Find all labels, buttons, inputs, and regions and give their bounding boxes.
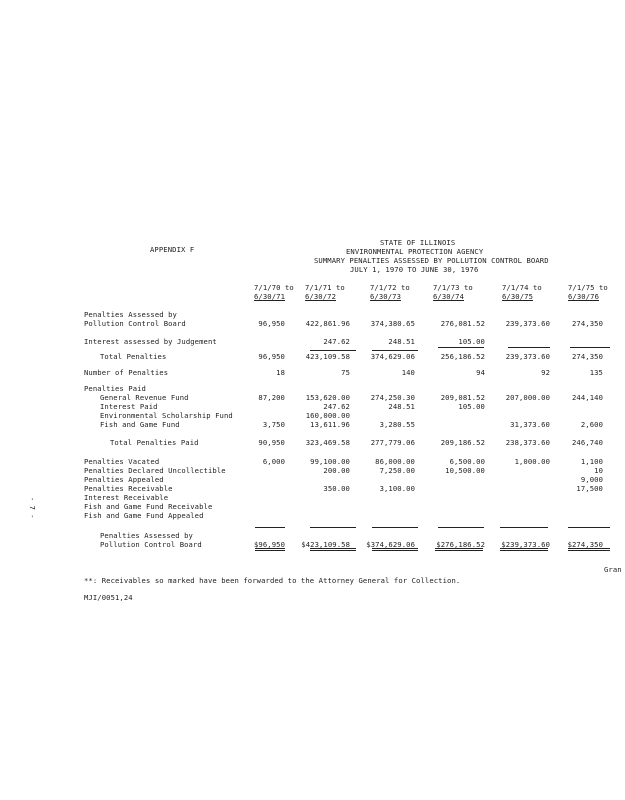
rule-interest-5 [508, 347, 550, 348]
row-label: Total Penalties Paid [110, 438, 199, 447]
row-label: Fish and Game Fund [100, 420, 180, 429]
table-cell: 10 [594, 466, 603, 475]
col-header-1-line2: 6/30/71 [254, 292, 285, 301]
rule-final-4 [435, 548, 483, 549]
table-cell: 2,600 [580, 420, 603, 429]
row-label: General Revenue Fund [100, 393, 189, 402]
table-cell: 256,186.52 [440, 352, 485, 361]
table-cell: 422,861.96 [305, 319, 350, 328]
rule-final-3 [372, 548, 418, 549]
header-line-1: STATE OF ILLINOIS [380, 238, 456, 247]
row-label: Interest Receivable [84, 493, 169, 502]
table-cell: 274,350 [572, 352, 603, 361]
rule-final-double-3 [372, 550, 418, 551]
table-cell: 244,140 [572, 393, 603, 402]
col-header-4-line2: 6/30/74 [433, 292, 464, 301]
table-cell: 276,081.52 [440, 319, 485, 328]
table-cell: 274,350 [572, 319, 603, 328]
col-header-2-line1: 7/1/71 to [305, 283, 345, 292]
col-header-1-line1: 7/1/70 to [254, 283, 294, 292]
table-cell: 86,000.00 [375, 457, 415, 466]
rule-receivable-6 [568, 527, 610, 528]
table-cell: 105.00 [458, 337, 485, 346]
table-cell: 92 [541, 368, 550, 377]
table-cell: 7,250.00 [379, 466, 415, 475]
col-header-4-line1: 7/1/73 to [433, 283, 473, 292]
table-cell: 350.00 [323, 484, 350, 493]
appendix-label: APPENDIX F [150, 245, 195, 254]
table-cell: 87,200 [258, 393, 285, 402]
col-header-5-line2: 6/30/75 [502, 292, 533, 301]
rule-final-5 [500, 548, 548, 549]
document-code: MJI/0051,24 [84, 593, 133, 602]
table-cell: 3,100.00 [379, 484, 415, 493]
row-label: Total Penalties [100, 352, 167, 361]
rule-receivable-5 [500, 527, 548, 528]
table-cell: $276,186.52 [436, 540, 485, 549]
table-cell: 18 [276, 368, 285, 377]
rule-final-1 [255, 548, 285, 549]
table-cell: 10,500.00 [445, 466, 485, 475]
table-cell: $239,373.60 [501, 540, 550, 549]
row-label: Fish and Game Fund Appealed [84, 511, 204, 520]
page-marker: - 7 - [28, 497, 36, 519]
table-cell: 140 [401, 368, 415, 377]
table-cell: 160,000.00 [305, 411, 350, 420]
col-header-6-line1: 7/1/75 to [568, 283, 608, 292]
col-header-3-line2: 6/30/73 [370, 292, 401, 301]
col-header-2-line2: 6/30/72 [305, 292, 336, 301]
table-cell: 209,081.52 [440, 393, 485, 402]
rule-final-double-1 [255, 550, 285, 551]
rule-final-double-5 [500, 550, 548, 551]
row-label: Penalties Paid [84, 384, 146, 393]
col-header-3-line1: 7/1/72 to [370, 283, 410, 292]
table-cell: 3,750 [262, 420, 285, 429]
table-cell: 238,373.60 [505, 438, 550, 447]
table-cell: 94 [476, 368, 485, 377]
rule-final-6 [568, 548, 610, 549]
table-cell: 96,950 [258, 319, 285, 328]
table-cell: $423,109.58 [301, 540, 350, 549]
row-label: Interest Paid [100, 402, 158, 411]
rule-final-double-4 [435, 550, 483, 551]
table-cell: 3,280.55 [379, 420, 415, 429]
row-label: Penalties Assessed by [100, 531, 193, 540]
table-cell: 31,373.60 [510, 420, 550, 429]
row-label: Environmental Scholarship Fund [100, 411, 233, 420]
table-cell: 99,100.00 [310, 457, 350, 466]
table-cell: 6,500.00 [449, 457, 485, 466]
table-cell: 209,186.52 [440, 438, 485, 447]
table-cell: 105.00 [458, 402, 485, 411]
table-cell: $274,350 [567, 540, 603, 549]
table-cell: 246,740 [572, 438, 603, 447]
row-label: Number of Penalties [84, 368, 169, 377]
col-header-5-line1: 7/1/74 to [502, 283, 542, 292]
rule-total-3 [372, 350, 418, 351]
header-line-4: JULY 1, 1970 TO JUNE 30, 1976 [350, 265, 479, 274]
table-cell: 248.51 [388, 402, 415, 411]
rule-total-2 [310, 350, 356, 351]
table-cell: 90,950 [258, 438, 285, 447]
row-label: Pollution Control Board [100, 540, 202, 549]
table-cell: 135 [589, 368, 603, 377]
row-label: Penalties Vacated [84, 457, 160, 466]
table-cell: 17,500 [576, 484, 603, 493]
row-label: Penalties Receivable [84, 484, 173, 493]
table-cell: 239,373.60 [505, 352, 550, 361]
table-cell: 323,469.58 [305, 438, 350, 447]
table-cell: 248.51 [388, 337, 415, 346]
table-cell: 247.62 [323, 337, 350, 346]
table-cell: 6,000 [262, 457, 285, 466]
footnote: **: Receivables so marked have been forwarded to the Attorney General for Collection. [84, 576, 461, 585]
table-cell: 200.00 [323, 466, 350, 475]
rule-receivable-3 [372, 527, 418, 528]
row-label: Interest assessed by Judgement [84, 337, 217, 346]
table-cell: 277,779.06 [370, 438, 415, 447]
table-cell: 1,100 [580, 457, 603, 466]
table-cell: 13,611.96 [310, 420, 350, 429]
table-cell: 374,380.65 [370, 319, 415, 328]
rule-receivable-1 [255, 527, 285, 528]
table-cell: 239,373.60 [505, 319, 550, 328]
table-cell: 1,000.00 [514, 457, 550, 466]
table-cell: $96,950 [254, 540, 285, 549]
rule-final-double-2 [310, 550, 356, 551]
table-cell: 96,950 [258, 352, 285, 361]
table-cell: 75 [341, 368, 350, 377]
row-label: Penalties Appealed [84, 475, 164, 484]
table-cell: 153,620.00 [305, 393, 350, 402]
rule-final-2 [310, 548, 356, 549]
header-line-2: ENVIRONMENTAL PROTECTION AGENCY [346, 247, 484, 256]
table-cell: 9,000 [580, 475, 603, 484]
table-cell: 207,000.00 [505, 393, 550, 402]
table-cell: $374,629.06 [366, 540, 415, 549]
rule-interest-4 [438, 347, 484, 348]
row-label: Fish and Game Fund Receivable [84, 502, 213, 511]
table-cell: 274,250.30 [370, 393, 415, 402]
rule-receivable-4 [438, 527, 484, 528]
rule-interest-6 [570, 347, 610, 348]
margin-note: Gran [604, 565, 622, 574]
col-header-6-line2: 6/30/76 [568, 292, 599, 301]
row-label: Penalties Declared Uncollectible [84, 466, 226, 475]
table-cell: 423,109.58 [305, 352, 350, 361]
table-cell: 247.62 [323, 402, 350, 411]
rule-final-double-6 [568, 550, 610, 551]
row-label: Penalties Assessed by [84, 310, 177, 319]
table-cell: 374,629.06 [370, 352, 415, 361]
header-line-3: SUMMARY PENALTIES ASSESSED BY POLLUTION CONTROL BOARD [314, 256, 549, 265]
row-label: Pollution Control Board [84, 319, 186, 328]
rule-receivable-2 [310, 527, 356, 528]
